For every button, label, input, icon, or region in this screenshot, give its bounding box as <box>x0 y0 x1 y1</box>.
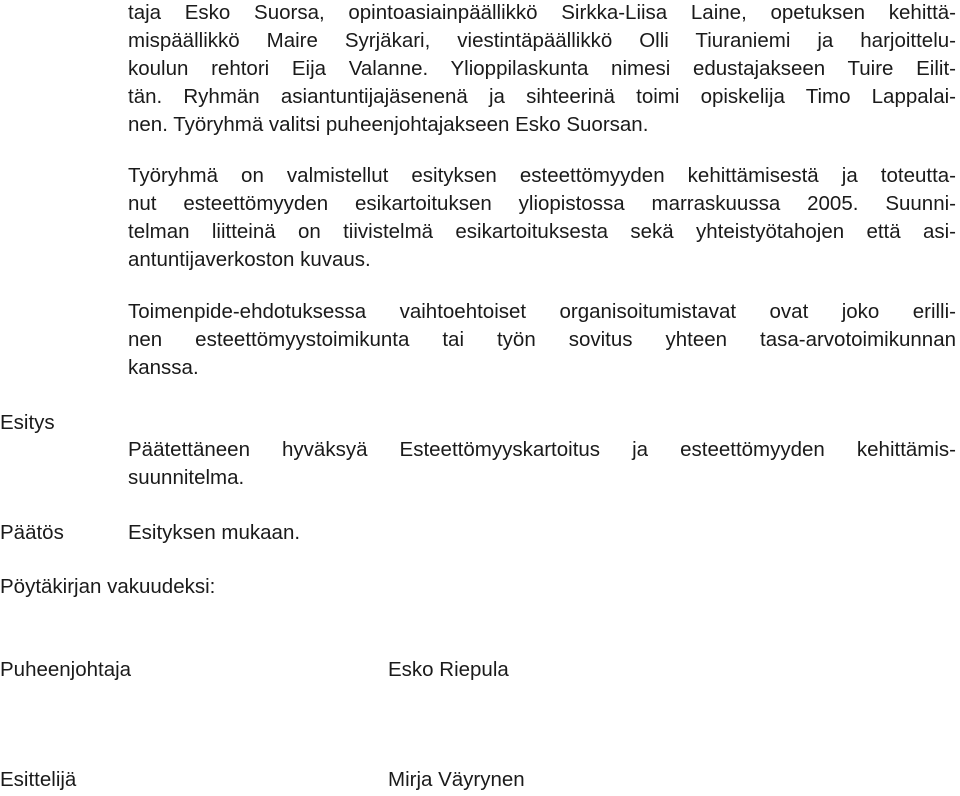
text-line: nen. Työryhmä valitsi puheenjohtajakseen Esko Suorsan. <box>128 113 649 136</box>
text-line: nen esteettömyystoimikunta tai työn sovitus yhteen tasa-arvotoimikunnan <box>128 328 956 351</box>
text-line: Päätettäneen hyväksyä Esteettömyyskartoitus ja esteettömyyden kehittämis- <box>128 438 956 461</box>
text-line: koulun rehtori Eija Valanne. Ylioppilaskunta nimesi edustajakseen Tuire Eilit- <box>128 57 956 80</box>
paatos-label: Päätös <box>0 521 64 544</box>
esitys-text <box>128 436 956 492</box>
text-line: Toimenpide-ehdotuksessa vaihtoehtoiset organisoitumistavat ovat joko erilli- <box>128 300 956 323</box>
paragraph-working-group-members <box>128 0 956 139</box>
paragraph-preparation <box>128 162 956 274</box>
secretary-name: Mirja Väyrynen <box>388 768 525 791</box>
chair-role: Puheenjohtaja <box>0 658 132 681</box>
esitys-label: Esitys <box>0 411 55 434</box>
text-line: tän. Ryhmän asiantuntijajäsenenä ja sihteerinä toimi opiskelija Timo Lappalai- <box>128 85 956 108</box>
chair-name: Esko Riepula <box>388 658 509 681</box>
text-line: nut esteettömyyden esikartoituksen yliopistossa marraskuussa 2005. Suunni- <box>128 192 956 215</box>
text-line: kanssa. <box>128 356 199 379</box>
text-line: mispäällikkö Maire Syrjäkari, viestintäpäällikkö Olli Tiuraniemi ja harjoittelu- <box>128 29 956 52</box>
text-line: Työryhmä on valmistellut esityksen esteettömyyden kehittämisestä ja toteutta- <box>128 164 956 187</box>
text-line: suunnitelma. <box>128 466 245 489</box>
text-line: antuntijaverkoston kuvaus. <box>128 248 371 271</box>
text-line: telman liitteinä on tiivistelmä esikartoituksesta sekä yhteistyötahojen että asi- <box>128 220 956 243</box>
text-line: taja Esko Suorsa, opintoasiainpäällikkö Sirkka-Liisa Laine, opetuksen kehittä- <box>128 1 956 24</box>
secretary-role: Esittelijä <box>0 768 77 791</box>
signature-heading: Pöytäkirjan vakuudeksi: <box>0 575 216 598</box>
paatos-text: Esityksen mukaan. <box>128 521 301 544</box>
paragraph-proposals <box>128 298 956 382</box>
